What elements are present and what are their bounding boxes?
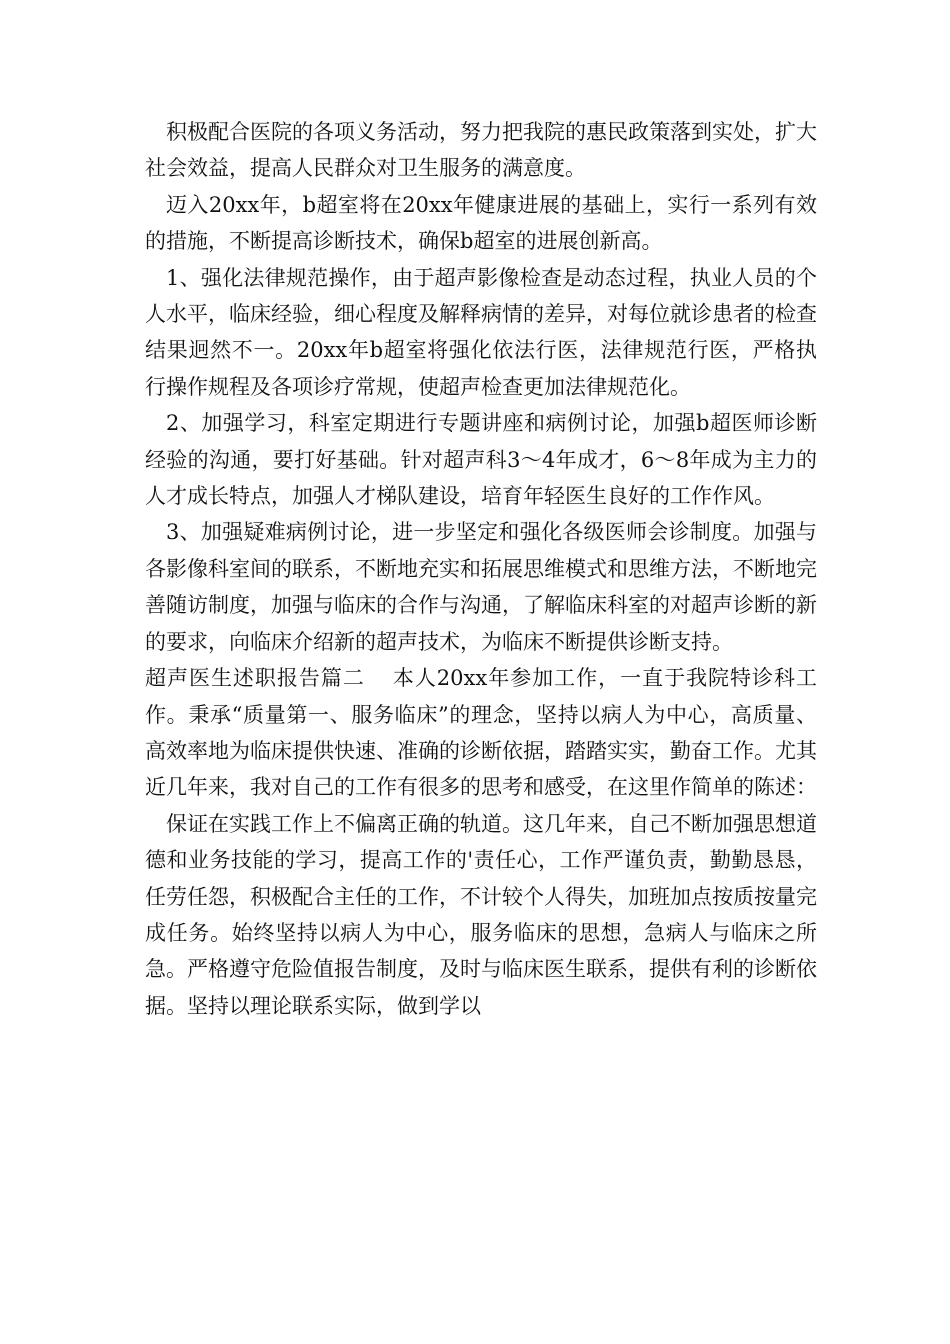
- paragraph-item-3: 3、加强疑难病例讨论，进一步坚定和强化各级医师会诊制度。加强与各影像科室间的联系，不断地充实和拓展思维模式和思维方法，不断地完善随访制度，加强与临床的合作与沟通，了解临床科室的对超声诊断的新的要求，向临床介绍新的超声技术，为临床不断提供诊断支持。: [145, 520, 817, 654]
- paragraph-community-service: 积极配合医院的各项义务活动，努力把我院的惠民政策落到实处，扩大社会效益，提高人民群众对卫生服务的满意度。: [145, 120, 817, 181]
- paragraph-closing: 保证在实践工作上不偏离正确的轨道。这几年来，自己不断加强思想道德和业务技能的学习，提高工作的'责任心，工作严谨负责，勤勤恳恳，任劳任怨，积极配合主任的工作，不计较个人得失，加班加点按质按量完成任务。始终坚持以病人为中心，服务临床的思想，急病人与临床之所急。严格遵守危险值报告制度，及时与临床医生联系，提供有利的诊断依据。坚持以理论联系实际，做到学以: [145, 811, 817, 1018]
- section-intro: 本人20xx年参加工作，一直于我院特诊科工作。秉承“质量第一、服务临床”的理念，坚持以病人为中心，高质量、高效率地为临床提供快速、准确的诊断依据，踏踏实实，勤奋工作。尤其近几年来，我对自己的工作有很多的思考和感受，在这里作简单的陈述：: [145, 666, 817, 800]
- document-body: [145, 114, 817, 1024]
- section-two-paragraph: [145, 660, 817, 806]
- section-title: 超声医生述职报告篇二: [145, 666, 365, 691]
- paragraph-yearly-plan: 迈入20xx年，b超室将在20xx年健康进展的基础上，实行一系列有效的措施，不断提高诊断技术，确保b超室的进展创新高。: [145, 192, 817, 254]
- paragraph-item-2: 2、加强学习，科室定期进行专题讲座和病例讨论，加强b超医师诊断经验的沟通，要打好基础。针对超声科3～4年成才，6～8年成为主力的人才成长特点，加强人才梯队建设，培育年轻医生良好的工作作风。: [145, 411, 817, 509]
- paragraph-item-1: 1、强化法律规范操作，由于超声影像检查是动态过程，执业人员的个人水平，临床经验，细心程度及解释病情的差异，对每位就诊患者的检查结果迥然不一。20xx年b超室将强化依法行医，法律规范行医，严格执行操作规程及各项诊疗常规，使超声检查更加法律规范化。: [145, 265, 817, 399]
